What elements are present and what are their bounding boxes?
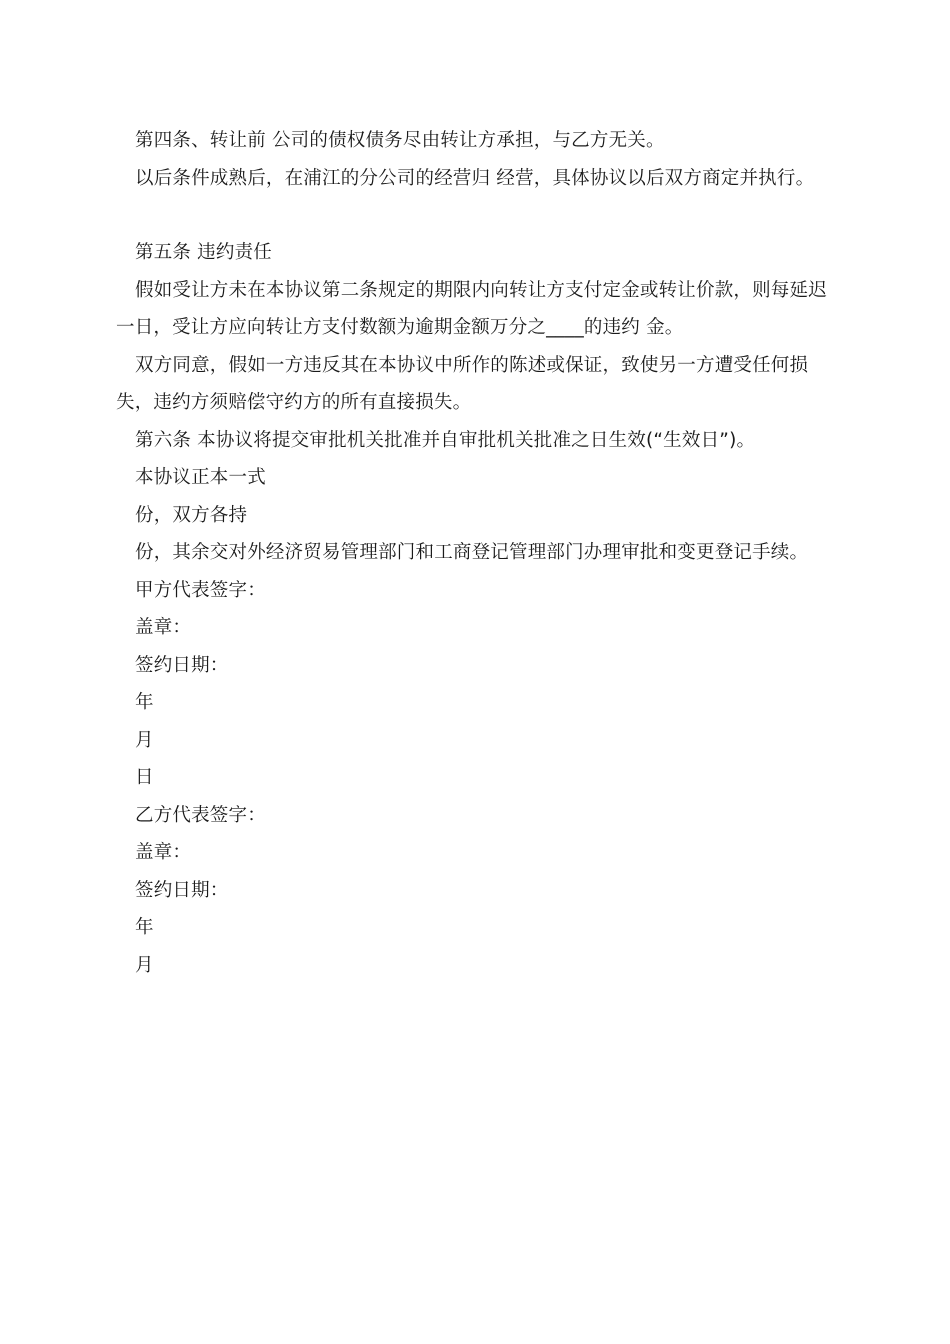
late-payment-clause: 假如受让方未在本协议第二条规定的期限内向转让方支付定金或转让价款，则每延迟一日，受让方应向转让方支付数额为逾期金额万分之____的违约 金。 <box>116 279 827 338</box>
breach-compensation-clause: 双方同意，假如一方违反其在本协议中所作的陈述或保证，致使另一方遭受任何损失，违约方须赔偿守约方的所有直接损失。 <box>116 354 809 413</box>
blank-line <box>116 197 836 234</box>
party-a-signature-label: 甲方代表签字： <box>135 579 266 601</box>
party-a-seal-label: 盖章： <box>135 617 192 638</box>
article-six: 第六条 本协议将提交审批机关批准并自审批机关批准之日生效(“生效日”)。 <box>135 429 756 451</box>
copies-clause-part1: 本协议正本一式 <box>135 467 266 488</box>
article-five-heading: 第五条 违约责任 <box>135 242 272 263</box>
party-b-signature-label: 乙方代表签字： <box>135 804 266 826</box>
party-a-year-label: 年 <box>135 692 154 713</box>
party-a-day-label: 日 <box>135 767 154 788</box>
party-b-year-label: 年 <box>135 917 154 938</box>
document-body <box>116 122 836 984</box>
article-four: 第四条、转让前 公司的债权债务尽由转让方承担，与乙方无关。 <box>135 130 665 151</box>
party-b-date-label: 签约日期： <box>135 879 229 901</box>
copies-clause-part3: 份，其余交对外经济贸易管理部门和工商登记管理部门办理审批和变更登记手续。 <box>135 542 809 563</box>
party-a-date-label: 签约日期： <box>135 654 229 676</box>
branch-operation-clause: 以后条件成熟后，在浦江的分公司的经营归 经营，具体协议以后双方商定并执行。 <box>135 167 815 189</box>
party-a-month-label: 月 <box>135 729 154 751</box>
copies-clause-part2: 份，双方各持 <box>135 504 248 526</box>
party-b-month-label: 月 <box>135 954 154 976</box>
party-b-seal-label: 盖章： <box>135 842 192 863</box>
